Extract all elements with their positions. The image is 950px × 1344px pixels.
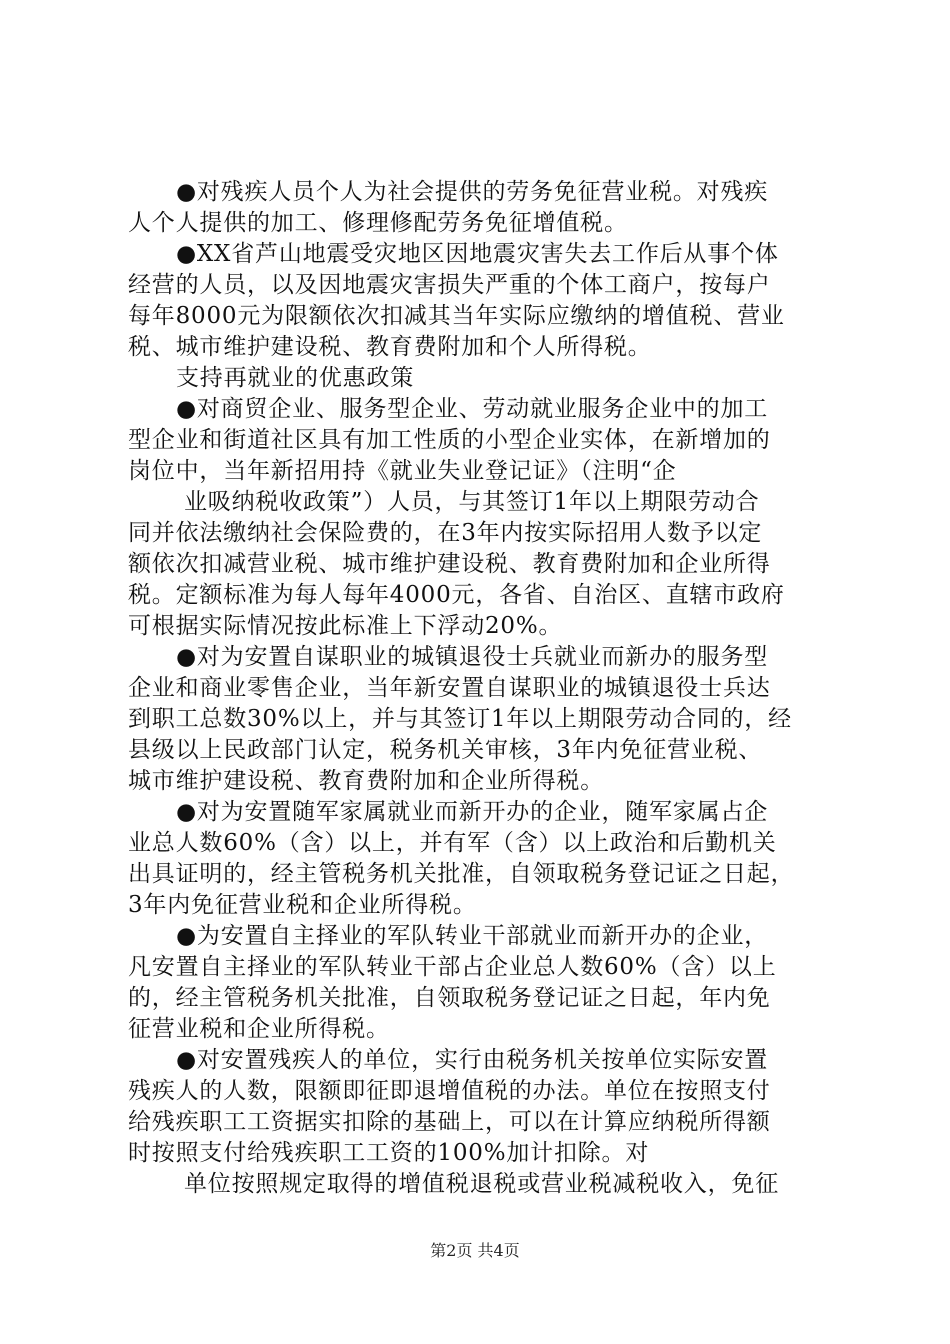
text-line: 额依次扣减营业税、城市维护建设税、教育费附加和企业所得: [128, 551, 771, 577]
text-line: ●对为安置随军家属就业而新开办的企业，随军家属占企: [176, 799, 769, 825]
text-line: 税、城市维护建设税、教育费附加和个人所得税。: [128, 334, 652, 360]
text-line: ●为安置自主择业的军队转业干部就业而新开办的企业，: [176, 923, 769, 949]
text-line: 业吸纳税收政策”）人员，与其签订1年以上期限劳动合: [184, 489, 760, 515]
text-line: 业总人数60%（含）以上，并有军（含）以上政治和后勤机关: [128, 830, 777, 856]
text-line: ●对为安置自谋职业的城镇退役士兵就业而新办的服务型: [176, 644, 769, 670]
page-number-footer: 第2页 共4页: [430, 1241, 520, 1260]
text-line: 经营的人员，以及因地震灾害损失严重的个体工商户，按每户: [128, 272, 771, 298]
text-line: 出具证明的，经主管税务机关批准，自领取税务登记证之日起，: [128, 861, 795, 887]
text-line: 时按照支付给残疾职工工资的100%加计扣除。对: [128, 1140, 650, 1166]
document-body: [128, 177, 834, 1200]
text-line: ●XX省芦山地震受灾地区因地震灾害失去工作后从事个体: [176, 241, 779, 267]
section-heading: 支持再就业的优惠政策: [176, 365, 414, 391]
text-line: 到职工总数30%以上，并与其签订1年以上期限劳动合同的，经: [128, 706, 792, 732]
text-line: 的，经主管税务机关批准，自领取税务登记证之日起，年内免: [128, 985, 771, 1011]
text-line: 同并依法缴纳社会保险费的，在3年内按实际招用人数予以定: [128, 520, 763, 546]
text-line: ●对安置残疾人的单位，实行由税务机关按单位实际安置: [176, 1047, 769, 1073]
text-line: 岗位中，当年新招用持《就业失业登记证》（注明“企: [128, 458, 677, 484]
text-line: 给残疾职工工资据实扣除的基础上，可以在计算应纳税所得额: [128, 1109, 771, 1135]
text-line: 城市维护建设税、教育费附加和企业所得税。: [128, 768, 604, 794]
text-line: 3年内免征营业税和企业所得税。: [128, 892, 477, 918]
text-line: 凡安置自主择业的军队转业干部占企业总人数60%（含）以上: [128, 954, 777, 980]
text-line: 单位按照规定取得的增值税退税或营业税减税收入，免征: [184, 1171, 779, 1197]
text-line: 残疾人的人数，限额即征即退增值税的办法。单位在按照支付: [128, 1078, 771, 1104]
text-line: 征营业税和企业所得税。: [128, 1016, 390, 1042]
text-line: 每年8000元为限额依次扣减其当年实际应缴纳的增值税、营业: [128, 303, 785, 329]
text-line: 税。定额标准为每人每年4000元，各省、自治区、直辖市政府: [128, 582, 785, 608]
text-line: 人个人提供的加工、修理修配劳务免征增值税。: [128, 210, 628, 236]
text-line: 型企业和街道社区具有加工性质的小型企业实体，在新增加的: [128, 427, 771, 453]
text-line: 县级以上民政部门认定，税务机关审核，3年内免征营业税、: [128, 737, 763, 763]
text-line: 可根据实际情况按此标准上下浮动20%。: [128, 613, 563, 639]
text-line: 企业和商业零售企业，当年新安置自谋职业的城镇退役士兵达: [128, 675, 771, 701]
text-line: ●对商贸企业、服务型企业、劳动就业服务企业中的加工: [176, 396, 769, 422]
text-line: ●对残疾人员个人为社会提供的劳务免征营业税。对残疾: [176, 179, 769, 205]
